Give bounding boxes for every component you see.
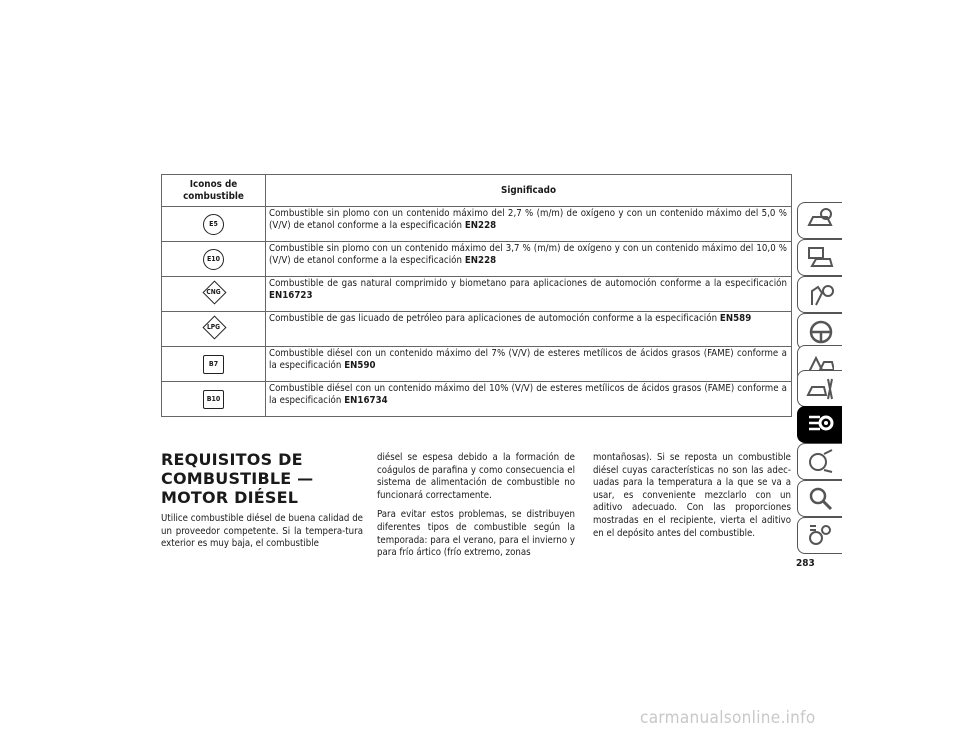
fuel-icon-cell xyxy=(162,382,266,417)
spec-code: EN590 xyxy=(344,360,376,371)
spec-code: EN228 xyxy=(464,220,497,231)
fuel-e10-icon: E10 xyxy=(203,249,224,270)
spec-code: EN16734 xyxy=(344,395,388,406)
fuel-lpg-icon: LPG xyxy=(202,315,226,339)
header-meaning: Significado xyxy=(266,175,792,207)
table-header-row xyxy=(162,175,792,207)
fuel-meaning xyxy=(266,312,792,347)
fuel-icon-cell xyxy=(162,242,266,277)
fuel-meaning xyxy=(266,207,792,242)
meaning-text: Combustible diésel con un contenido máximo del 10% (V/V) de esteres metílicos de ácidos grasos (FAME) conforme a la especificación xyxy=(269,383,787,406)
chapter-tab-3[interactable] xyxy=(797,276,842,313)
fuel-icon-cell xyxy=(162,312,266,347)
fuel-meaning xyxy=(266,347,792,382)
body-paragraph: Para evitar estos problemas, se distribuyen diferentes tipos de combustible según la temporada: para el verano, para el invierno y para frío ártico (frío extremo, zonas xyxy=(377,509,575,559)
table-row xyxy=(162,277,792,312)
chapter-tab-1[interactable] xyxy=(797,202,842,239)
multimedia-icon xyxy=(806,448,834,474)
table-row xyxy=(162,207,792,242)
text-column-1 xyxy=(161,513,363,558)
spec-code: EN16723 xyxy=(269,290,313,301)
body-paragraph: montañosas). Si se reposta un combustible diésel cuyas características no son las adec-uadas para la temperatura a la que se va a usar, es conveniente mezclarlo con un aditivo adecuado. Con las proporciones mostradas en el recipiente, vierta el aditivo en el depósito antes del combustible. xyxy=(593,452,791,539)
car-mail-icon xyxy=(806,244,834,270)
section-title: REQUISITOS DE COMBUSTIBLE — MOTOR DIÉSEL xyxy=(161,450,314,507)
car-dashboard-icon xyxy=(806,207,834,233)
text-column-2 xyxy=(377,452,575,567)
table-row xyxy=(162,382,792,417)
fuel-meaning xyxy=(266,382,792,417)
fuel-e5-icon: E5 xyxy=(203,214,224,235)
gear-specs-icon xyxy=(806,411,834,437)
steering-wheel-icon xyxy=(806,318,834,344)
spec-code: EN228 xyxy=(464,255,497,266)
fuel-icon-cell xyxy=(162,277,266,312)
meaning-text: Combustible sin plomo con un contenido máximo del 2,7 % (m/m) de oxígeno y con un contenido máximo del 5,0 % (V/V) de etanol conforme a la especificación xyxy=(269,208,787,231)
header-icons: Iconos de combustible xyxy=(162,175,266,207)
body-paragraph: Utilice combustible diésel de buena calidad de un proveedor competente. Si la tempera-tura exterior es muy baja, el combustible xyxy=(161,513,363,550)
fuel-icon-cell xyxy=(162,207,266,242)
table-row xyxy=(162,312,792,347)
chapter-tab-10[interactable] xyxy=(797,517,842,554)
meaning-text: Combustible de gas natural comprimido y biometano para aplicaciones de automoción conforme a la especificación xyxy=(269,278,787,289)
fuel-cng-icon: CNG xyxy=(202,280,226,304)
fuel-icon-cell xyxy=(162,347,266,382)
chapter-tab-8[interactable] xyxy=(797,443,842,480)
fuel-b10-icon: B10 xyxy=(203,390,224,409)
spec-code: EN589 xyxy=(719,313,752,324)
watermark: carmanualsonline.info xyxy=(640,708,816,728)
text-column-3 xyxy=(593,452,791,547)
meaning-text: Combustible de gas licuado de petróleo para aplicaciones de automoción conforme a la especificación xyxy=(269,313,720,324)
chapter-tab-7[interactable] xyxy=(797,406,842,443)
fuel-b7-icon: B7 xyxy=(203,355,224,374)
chapter-tab-2[interactable] xyxy=(797,239,842,276)
magnifier-icon xyxy=(806,485,834,511)
chapter-tab-6[interactable] xyxy=(797,370,842,407)
fuel-icons-table xyxy=(161,174,792,417)
index-gears-icon xyxy=(806,522,834,548)
body-paragraph: diésel se espesa debido a la formación de coágulos de parafina y como consecuencia el sistema de alimentación de combustible no funcionará correctamente. xyxy=(377,452,575,501)
fuel-meaning xyxy=(266,277,792,312)
airbag-seat-icon xyxy=(806,281,834,307)
table-row xyxy=(162,242,792,277)
meaning-text: Combustible diésel con un contenido máximo del 7% (V/V) de esteres metílicos de ácidos grasos (FAME) conforme a la especificación xyxy=(269,348,787,371)
chapter-tab-9[interactable] xyxy=(797,480,842,517)
page-number: 283 xyxy=(796,558,815,569)
table-row xyxy=(162,347,792,382)
car-tools-icon xyxy=(806,375,834,401)
fuel-meaning xyxy=(266,242,792,277)
meaning-text: Combustible sin plomo con un contenido máximo del 3,7 % (m/m) de oxígeno y con un contenido máximo del 10,0 % (V/V) de etanol conforme a la especificación xyxy=(269,243,787,266)
